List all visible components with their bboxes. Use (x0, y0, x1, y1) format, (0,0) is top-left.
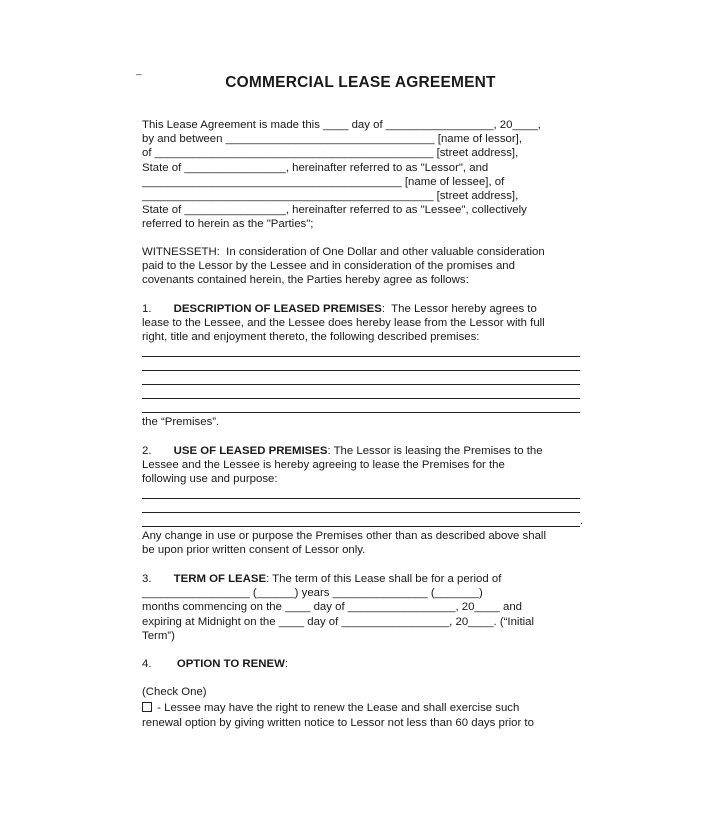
end-period: . (580, 515, 584, 527)
intro-line: This Lease Agreement is made this ____ day of _________________, 20____, (142, 119, 541, 131)
blank-line (142, 356, 580, 357)
section-1-heading-line (142, 302, 537, 316)
section-heading: USE OF LEASED PREMISES (173, 445, 328, 457)
section-number: 2. (142, 445, 152, 457)
section-2-line: be upon prior written consent of Lessor only. (142, 544, 366, 556)
section-text: : The term of this Lease shall be for a period of (266, 573, 502, 585)
section-1-line: right, title and enjoyment thereto, the following described premises: (142, 331, 480, 343)
intro-line: referred to herein as the "Parties"; (142, 218, 314, 230)
section-number: 3. (142, 573, 152, 585)
section-3-line: _________________ (______) years _______________ (_______) (142, 587, 483, 599)
blank-line (142, 526, 580, 527)
section-2-heading-line (142, 444, 543, 458)
intro-line: of ____________________________________________ [street address], (142, 147, 519, 159)
section-number: 4. (142, 658, 152, 670)
section-2-line: Lessee and the Lessee is hereby agreeing to lease the Premises for the (142, 459, 505, 471)
section-text: : (284, 658, 289, 670)
blank-line (142, 412, 580, 413)
blank-line (142, 398, 580, 399)
witness-line: covenants contained herein, the Parties hereby agree as follows: (142, 274, 469, 286)
section-3-line: expiring at Midnight on the ____ day of _________________, 20____. (“Initial (142, 616, 535, 628)
intro-line: State of ________________, hereinafter referred to as "Lessor", and (142, 162, 489, 174)
premises-label: the “Premises”. (142, 416, 220, 428)
blank-line (142, 498, 580, 499)
intro-line: _________________________________________ [name of lessee], of (142, 176, 505, 188)
section-2-line: following use and purpose: (142, 473, 278, 485)
intro-line: ______________________________________________ [street address], (142, 190, 519, 202)
document-title: COMMERCIAL LEASE AGREEMENT (225, 74, 496, 91)
section-number: 1. (142, 303, 152, 315)
section-3-line: Term”) (142, 630, 175, 642)
section-4-heading-line (142, 657, 288, 671)
intro-line: by and between _________________________________ [name of lessor], (142, 133, 523, 145)
section-heading: TERM OF LEASE (173, 573, 267, 585)
option-line (142, 701, 519, 715)
check-one-label: (Check One) (142, 686, 207, 698)
blank-line (142, 512, 580, 513)
section-text: : The Lessor hereby agrees to (381, 303, 537, 315)
section-heading: OPTION TO RENEW (176, 658, 285, 670)
section-text: : The Lessor is leasing the Premises to the (327, 445, 543, 457)
top-mark: _ (136, 65, 142, 76)
intro-line: State of ________________, hereinafter referred to as "Lessee", collectively (142, 204, 527, 216)
section-heading: DESCRIPTION OF LEASED PREMISES (173, 303, 382, 315)
witness-line: WITNESSETH: In consideration of One Dollar and other valuable consideration (142, 246, 545, 258)
option-text: - Lessee may have the right to renew the Lease and shall exercise such (154, 702, 520, 714)
option-line: renewal option by giving written notice to Lessor not less than 60 days prior to (142, 717, 534, 729)
blank-line (142, 384, 580, 385)
section-1-line: lease to the Lessee, and the Lessee does hereby lease from the Lessor with full (142, 317, 545, 329)
section-2-line: Any change in use or purpose the Premises other than as described above shall (142, 530, 546, 542)
section-3-heading-line (142, 572, 501, 586)
section-3-line: months commencing on the ____ day of _________________, 20____ and (142, 601, 522, 613)
witness-line: paid to the Lessor by the Lessee and in consideration of the promises and (142, 260, 515, 272)
blank-line (142, 370, 580, 371)
renew-checkbox[interactable] (142, 702, 152, 712)
